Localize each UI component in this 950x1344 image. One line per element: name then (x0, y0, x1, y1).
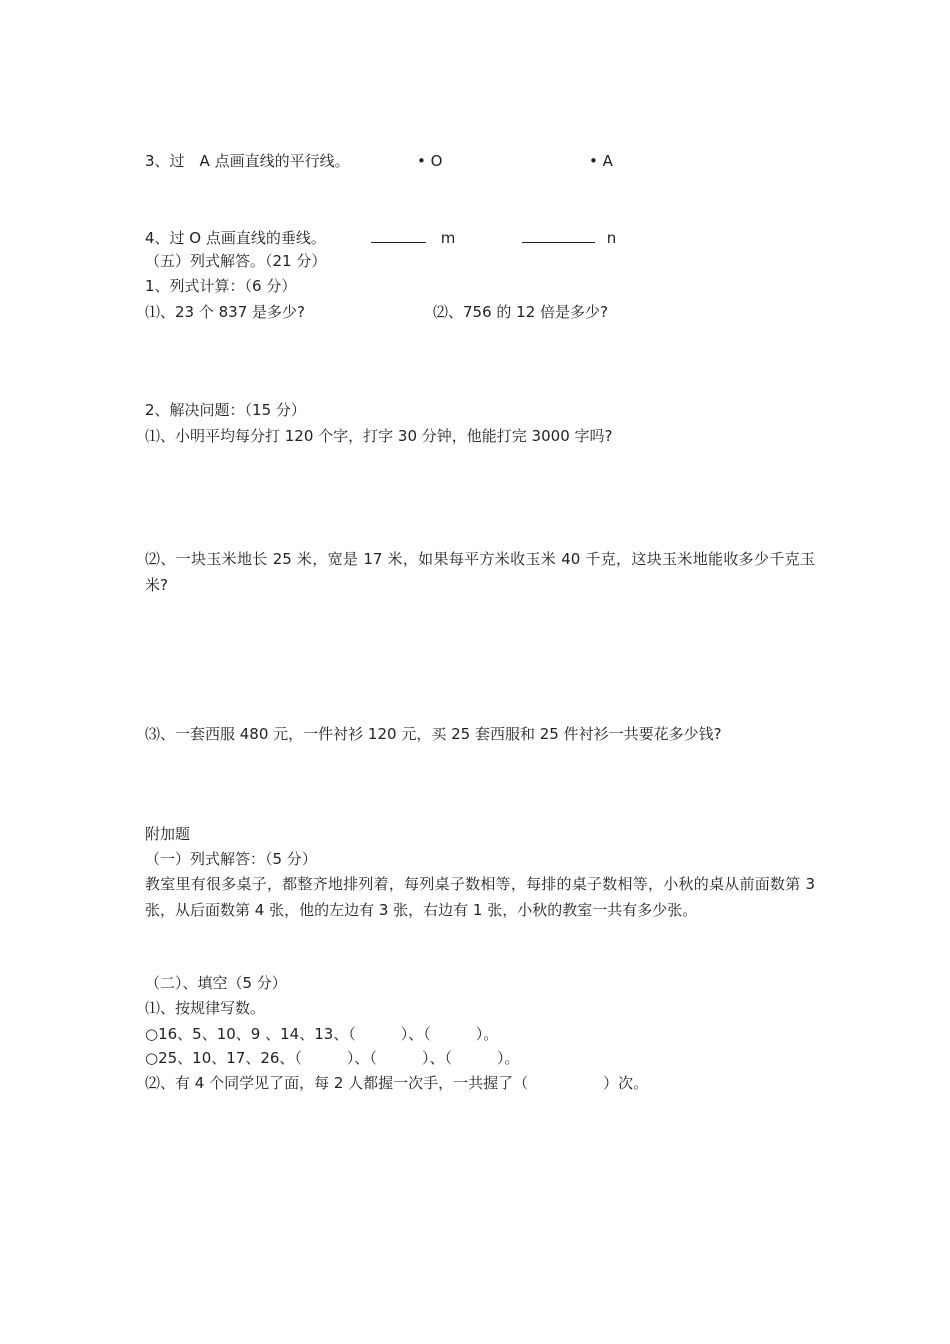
extra-section-1-problem: 教室里有很多桌子，都整齐地排列着，每列桌子数相等，每排的桌子数相等，小秋的桌从前面数第 3 张，从后面数第 4 张，他的左边有 3 张，右边有 1 张，小秋的教室一共有多少张。 (145, 875, 815, 919)
line-n (522, 228, 616, 248)
section-5-heading: （五）列式解答。（21 分） (145, 252, 327, 270)
section-5-part-1-heading: 1、列式计算：（6 分） (145, 277, 297, 295)
line-m-label: m (440, 229, 456, 247)
question-3-text: 3、过 A 点画直线的平行线。 (145, 152, 350, 170)
extra-section-1-heading: （一）列式解答：（5 分） (145, 850, 317, 868)
sequence-2: ○25、10、17、26、（ ）、（ ）、（ ）。 (145, 1049, 520, 1067)
point-o-label: • O (417, 152, 443, 170)
line-n-label: n (606, 229, 617, 247)
question-4-text: 4、过 O 点画直线的垂线。 (145, 229, 326, 247)
extra-title: 附加题 (145, 825, 191, 843)
problem-item-2: ⑵、一块玉米地长 25 米，宽是 17 米，如果每平方米收玉米 40 千克，这块玉米地能收多少千克玉米? (145, 550, 815, 594)
calc-item-2: ⑵、756 的 12 倍是多少? (433, 303, 608, 321)
line-m (371, 228, 455, 248)
section-5-part-2-heading: 2、解决问题：（15 分） (145, 401, 306, 419)
fill-item-2: ⑵、有 4 个同学见了面，每 2 人都握一次手，一共握了（ ）次。 (145, 1074, 649, 1092)
line-n-segment (522, 228, 595, 243)
point-a-label: • A (589, 152, 613, 170)
line-m-segment (371, 228, 426, 243)
fill-item-1: ⑴、按规律写数。 (145, 999, 266, 1017)
problem-item-3: ⑶、一套西服 480 元，一件衬衫 120 元，买 25 套西服和 25 件衬衫一共要花多少钱? (145, 725, 722, 743)
extra-section-2-heading: （二）、填空（5 分） (145, 974, 287, 992)
problem-item-1: ⑴、小明平均每分打 120 个字，打字 30 分钟，他能打完 3000 字吗? (145, 427, 613, 445)
calc-item-1: ⑴、23 个 837 是多少? (145, 303, 305, 321)
sequence-1: ○16、5、10、9 、14、13、（ ）、（ ）。 (145, 1025, 499, 1043)
